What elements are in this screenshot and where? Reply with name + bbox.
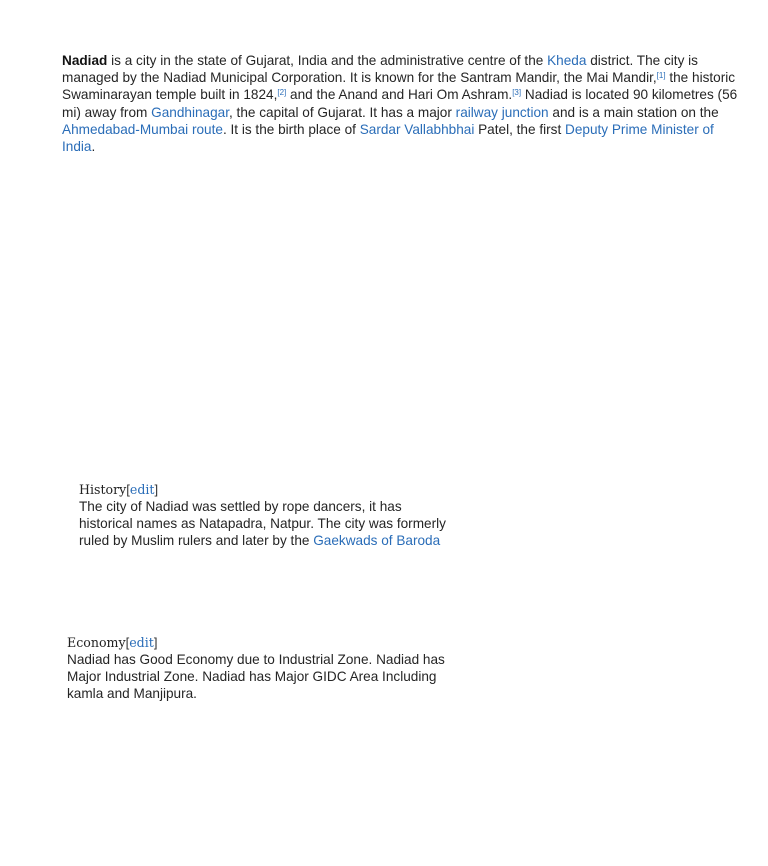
history-section bbox=[79, 481, 459, 550]
economy-text: Nadiad has Good Economy due to Industrial Zone. Nadiad has Major Industrial Zone. Nadiad has Major GIDC Area Including kamla and Manjipura. bbox=[67, 652, 445, 702]
history-text bbox=[79, 498, 459, 550]
history-body: The city of Nadiad was settled by rope dancers, it has historical names as Natapadra, Natpur. The city was formerly ruled by Muslim rulers and later by the bbox=[79, 499, 446, 549]
link-railway-junction[interactable]: railway junction bbox=[455, 104, 549, 120]
edit-bracket-close: ] bbox=[153, 635, 158, 650]
economy-heading bbox=[67, 634, 447, 651]
economy-section bbox=[67, 634, 447, 703]
link-ahmedabad-mumbai-route[interactable]: Ahmedabad-Mumbai route bbox=[62, 121, 223, 137]
intro-text: is a city in the state of Gujarat, India and the administrative centre of the bbox=[107, 53, 548, 68]
citation-2[interactable]: [2] bbox=[277, 88, 287, 98]
intro-text: and the Anand and Hari Om Ashram. bbox=[286, 87, 513, 103]
history-heading-label: History bbox=[79, 482, 127, 497]
link-kheda[interactable]: Kheda bbox=[547, 53, 587, 68]
intro-paragraph bbox=[62, 52, 742, 155]
link-gaekwads-of-baroda[interactable]: Gaekwads of Baroda bbox=[313, 533, 441, 549]
intro-text: the historic Swaminarayan temple built in 1824, bbox=[62, 70, 736, 103]
edit-bracket-close: ] bbox=[154, 482, 159, 497]
link-gandhinagar[interactable]: Gandhinagar bbox=[151, 104, 229, 120]
edit-bracket-open: [ bbox=[125, 635, 130, 650]
citation-1[interactable]: [1] bbox=[656, 71, 666, 81]
history-heading bbox=[79, 481, 459, 498]
history-edit-link[interactable]: edit bbox=[129, 482, 155, 497]
intro-text: . bbox=[91, 139, 96, 155]
intro-text: , the capital of Gujarat. It has a major bbox=[228, 104, 456, 120]
intro-text: Patel, the first bbox=[474, 121, 566, 137]
intro-text: . It is the birth place of bbox=[222, 121, 360, 137]
citation-3[interactable]: [3] bbox=[512, 88, 522, 98]
intro-text: district. The city is managed by the Nadiad Municipal Corporation. It is known for the Santram Mandir, the Mai Mandir, bbox=[62, 53, 698, 86]
link-deputy-prime-minister[interactable]: Deputy Prime Minister of India bbox=[62, 121, 714, 155]
intro-text: Nadiad is located 90 kilometres (56 mi) away from bbox=[62, 87, 738, 120]
edit-bracket-open: [ bbox=[126, 482, 130, 497]
intro-text: and is a main station on the bbox=[548, 104, 719, 120]
article-title: Nadiad bbox=[62, 53, 108, 68]
economy-edit-link[interactable]: edit bbox=[129, 635, 154, 650]
link-sardar-vallabhbhai[interactable]: Sardar Vallabhbhai bbox=[359, 121, 475, 137]
economy-heading-label: Economy bbox=[67, 635, 126, 650]
